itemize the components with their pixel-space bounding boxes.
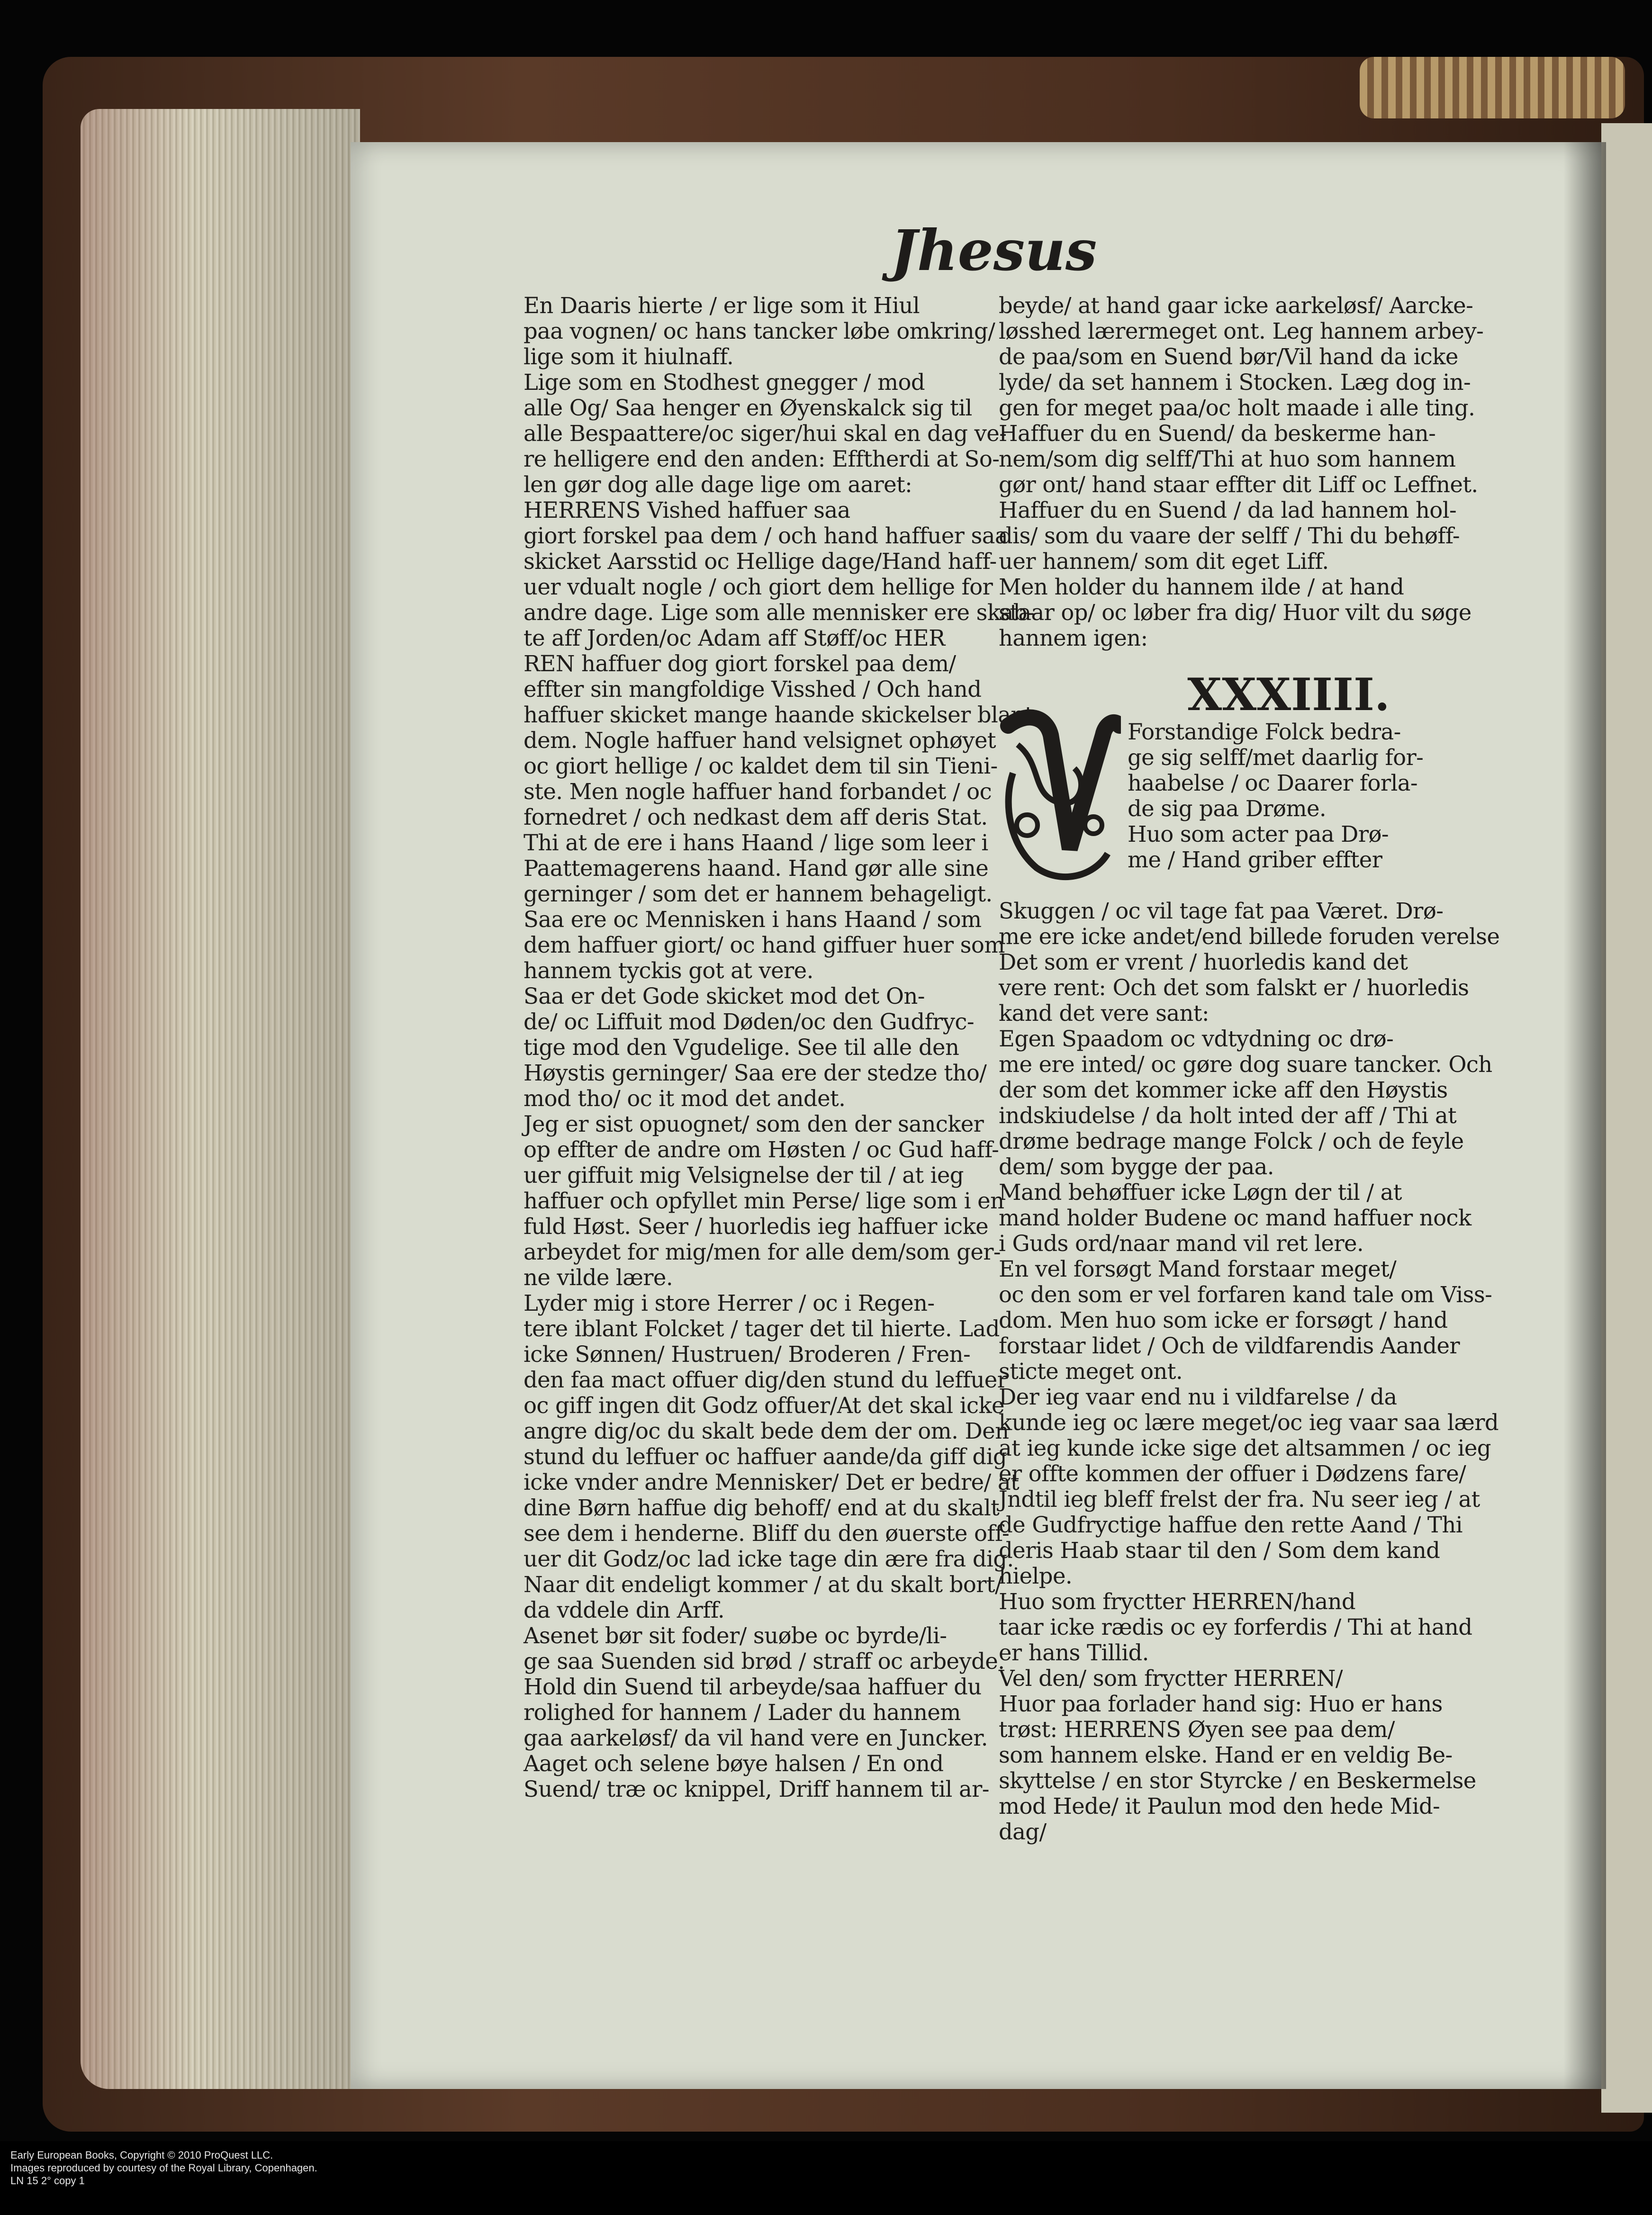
text-line: haffuer och opfyllet min Perse/ lige som i en: [524, 1188, 1004, 1214]
text-line: Haffuer du en Suend/ da beskerme han-: [999, 421, 1436, 446]
text-line: skicket Aarsstid oc Hellige dage/Hand haff-: [524, 549, 997, 574]
text-line: fornedret / och nedkast dem aff deris Stat.: [524, 804, 988, 830]
text-line: gør ont/ hand staar effter dit Liff oc Leffnet.: [999, 472, 1478, 497]
text-line: Huor paa forlader hand sig: Huo er hans: [999, 1691, 1443, 1717]
text-line: Skuggen / oc vil tage fat paa Været. Drø-: [999, 898, 1444, 924]
right-text-column-bottom: [999, 898, 1500, 1845]
decorated-initial-icon: [999, 707, 1121, 887]
text-line: dis/ som du vaare der selff / Thi du behøff-: [999, 523, 1460, 549]
text-line: mod Hede/ it Paulun mod den hede Mid-: [999, 1793, 1440, 1819]
text-line: indskiudelse / da holt inted der aff / Thi at: [999, 1103, 1457, 1128]
text-line: HERRENS Vished haffuer saa: [524, 497, 850, 523]
text-line: angre dig/oc du skalt bede dem der om. Den: [524, 1418, 1009, 1444]
text-line: kand det vere sant:: [999, 1000, 1209, 1026]
text-line: dem. Nogle haffuer hand velsignet ophøyet: [524, 728, 996, 753]
text-line: andre dage. Lige som alle mennisker ere skab-: [524, 600, 1034, 625]
text-line: beyde/ at hand gaar icke aarkeløsf/ Aarcke-: [999, 293, 1473, 318]
text-line: dine Børn haffue dig behoff/ end at du skalt: [524, 1495, 1000, 1521]
text-line: at ieg kunde icke sige det altsammen / oc ieg: [999, 1435, 1491, 1461]
text-line: sticte meget ont.: [999, 1359, 1183, 1384]
text-line: alle Bespaattere/oc siger/hui skal en dag ve-: [524, 421, 1007, 446]
page-fore-edge-shade: [81, 109, 360, 2089]
text-line: Saa ere oc Mennisken i hans Haand / som: [524, 907, 982, 932]
text-line: er hans Tillid.: [999, 1640, 1149, 1666]
text-line: Høystis gerninger/ Saa ere der stedze tho/: [524, 1060, 987, 1086]
text-line: de/ oc Liffuit mod Døden/oc den Gudfryc-: [524, 1009, 974, 1035]
text-line: deris Haab staar til den / Som dem kand: [999, 1538, 1440, 1563]
footer-courtesy-line: Images reproduced by courtesy of the Royal Library, Copenhagen.: [10, 2162, 317, 2174]
text-line: hannem igen:: [999, 625, 1148, 651]
text-line: er offte kommen der offuer i Dødzens fare/: [999, 1461, 1466, 1486]
text-line: dem/ som bygge der paa.: [999, 1154, 1274, 1180]
text-line: Saa er det Gode skicket mod det On-: [524, 983, 925, 1009]
text-line: dem haffuer giort/ oc hand giffuer huer som: [524, 932, 1005, 958]
text-line: oc giort hellige / oc kaldet dem til sin Tieni-: [524, 753, 998, 779]
text-line: me / Hand griber effter: [1128, 847, 1382, 873]
text-line: skyttelse / en stor Styrcke / en Beskermelse: [999, 1768, 1476, 1793]
text-line: Mand behøffuer icke Løgn der til / at: [999, 1180, 1402, 1205]
right-text-column-top: [999, 293, 1484, 651]
text-line: som hannem elske. Hand er en veldig Be-: [999, 1742, 1453, 1768]
text-line: uer dit Godz/oc lad icke tage din ære fra dig.: [524, 1546, 1014, 1572]
text-line: der som det kommer icke aff den Høystis: [999, 1077, 1448, 1103]
text-line: Hold din Suend til arbeyde/saa haffuer du: [524, 1674, 982, 1700]
text-line: lyde/ da set hannem i Stocken. Læg dog in-: [999, 369, 1471, 395]
book-headband: [1360, 57, 1625, 118]
text-line: da vddele din Arff.: [524, 1597, 725, 1623]
text-line: me ere icke andet/end billede foruden verelse: [999, 924, 1500, 949]
text-line: Jeg er sist opuognet/ som den der sancker: [524, 1111, 984, 1137]
footer-shelfmark-line: LN 15 2° copy 1: [10, 2175, 85, 2187]
text-line: Der ieg vaar end nu i vildfarelse / da: [999, 1384, 1397, 1410]
text-line: ge saa Suenden sid brød / straff oc arbeyde.: [524, 1648, 1005, 1674]
text-line: Men holder du hannem ilde / at hand: [999, 574, 1404, 600]
text-line: hannem tyckis got at vere.: [524, 958, 813, 983]
text-line: drøme bedrage mange Folck / och de feyle: [999, 1128, 1464, 1154]
text-line: oc giff ingen dit Godz offuer/At det skal icke: [524, 1393, 1004, 1418]
text-line: ne vilde lære.: [524, 1265, 673, 1290]
text-line: løsshed lærermeget ont. Leg hannem arbey-: [999, 318, 1484, 344]
text-line: gaa aarkeløsf/ da vil hand vere en Juncker.: [524, 1725, 988, 1751]
text-line: Lige som en Stodhest gnegger / mod: [524, 369, 925, 395]
text-line: stund du leffuer oc haffuer aande/da giff dig: [524, 1444, 1007, 1469]
text-line: fuld Høst. Seer / huorledis ieg haffuer icke: [524, 1214, 989, 1239]
text-line: tige mod den Vgudelige. See til alle den: [524, 1035, 959, 1060]
text-line: see dem i henderne. Bliff du den øuerste off-: [524, 1521, 1010, 1546]
text-line: Naar dit endeligt kommer / at du skalt bort/: [524, 1572, 1002, 1597]
text-line: len gør dog alle dage lige om aaret:: [524, 472, 912, 497]
text-line: trøst: HERRENS Øyen see paa dem/: [999, 1717, 1395, 1742]
text-line: Forstandige Folck bedra-: [1128, 719, 1401, 745]
text-line: effter sin mangfoldige Visshed / Och hand: [524, 676, 982, 702]
text-line: forstaar lidet / Och de vildfarendis Aander: [999, 1333, 1460, 1359]
text-line: gen for meget paa/oc holt maade i alle ting.: [999, 395, 1475, 421]
text-line: Egen Spaadom oc vdtydning oc drø-: [999, 1026, 1394, 1052]
text-line: lige som it hiulnaff.: [524, 344, 734, 369]
text-line: staar op/ oc løber fra dig/ Huor vilt du søge: [999, 600, 1471, 625]
text-line: op effter de andre om Høsten / oc Gud haff-: [524, 1137, 999, 1162]
text-line: nem/som dig selff/Thi at huo som hannem: [999, 446, 1456, 472]
text-line: i Guds ord/naar mand vil ret lere.: [999, 1231, 1364, 1256]
text-line: dom. Men huo som icke er forsøgt / hand: [999, 1307, 1448, 1333]
text-line: kunde ieg oc lære meget/oc ieg vaar saa lærd: [999, 1410, 1499, 1435]
right-text-beside-initial: [1128, 719, 1435, 873]
text-line: de paa/som en Suend bør/Vil hand da icke: [999, 344, 1458, 369]
text-line: Vel den/ som fryctter HERREN/: [999, 1666, 1343, 1691]
text-line: icke Sønnen/ Hustruen/ Broderen / Fren-: [524, 1342, 971, 1367]
text-line: de sig paa Drøme.: [1128, 796, 1327, 821]
text-line: giort forskel paa dem / och hand haffuer saa: [524, 523, 1008, 549]
text-line: arbeydet for mig/men for alle dem/som ger-: [524, 1239, 1001, 1265]
text-line: hielpe.: [999, 1563, 1073, 1589]
text-line: Asenet bør sit foder/ suøbe oc byrde/li-: [524, 1623, 947, 1648]
text-line: gerninger / som det er hannem behageligt.: [524, 881, 993, 907]
text-line: icke vnder andre Mennisker/ Det er bedre/ at: [524, 1469, 1020, 1495]
text-line: rolighed for hannem / Lader du hannem: [524, 1700, 961, 1725]
text-line: Lyder mig i store Herrer / oc i Regen-: [524, 1290, 935, 1316]
text-line: Huo som acter paa Drø-: [1128, 821, 1389, 847]
text-line: den faa mact offuer dig/den stund du leffuer: [524, 1367, 1008, 1393]
text-line: te aff Jorden/oc Adam aff Støff/oc HER: [524, 625, 945, 651]
text-line: Thi at de ere i hans Haand / lige som leer i: [524, 830, 988, 855]
text-line: ste. Men nogle haffuer hand forbandet / oc: [524, 779, 992, 804]
text-line: re helligere end den anden: Efftherdi at So-: [524, 446, 1000, 472]
text-line: Suend/ træ oc knippel, Driff hannem til ar-: [524, 1776, 989, 1802]
text-line: tere iblant Folcket / tager det til hierte. Lad: [524, 1316, 1000, 1342]
text-line: mand holder Budene oc mand haffuer nock: [999, 1205, 1471, 1231]
left-text-column: [524, 293, 1034, 1802]
text-line: uer vdualt nogle / och giort dem hellige for: [524, 574, 993, 600]
facing-page-edge: [1601, 123, 1652, 2113]
text-line: uer hannem/ som dit eget Liff.: [999, 549, 1329, 574]
text-line: haabelse / oc Daarer forla-: [1128, 770, 1418, 796]
text-line: Jndtil ieg bleff frelst der fra. Nu seer ieg / at: [999, 1486, 1480, 1512]
text-line: oc den som er vel forfaren kand tale om Viss-: [999, 1282, 1492, 1307]
text-line: haffuer skicket mange haande skickelser blant: [524, 702, 1033, 728]
footer-copyright-line: Early European Books, Copyright © 2010 ProQuest LLC.: [10, 2149, 273, 2161]
text-line: Aaget och selene bøye halsen / En ond: [524, 1751, 944, 1776]
text-line: Det som er vrent / huorledis kand det: [999, 949, 1408, 975]
text-line: me ere inted/ oc gøre dog suare tancker. Och: [999, 1052, 1492, 1077]
text-line: dag/: [999, 1819, 1047, 1845]
text-line: Huo som fryctter HERREN/hand: [999, 1589, 1356, 1614]
text-line: de Gudfryctige haffue den rette Aand / Thi: [999, 1512, 1462, 1538]
text-line: Haffuer du en Suend / da lad hannem hol-: [999, 497, 1457, 523]
text-line: paa vognen/ oc hans tancker løbe omkring/: [524, 318, 995, 344]
text-line: vere rent: Och det som falskt er / huorledis: [999, 975, 1469, 1000]
text-line: mod tho/ oc it mod det andet.: [524, 1086, 846, 1111]
text-line: En vel forsøgt Mand forstaar meget/: [999, 1256, 1397, 1282]
chapter-heading: XXXIIII.: [1187, 669, 1390, 721]
page-gutter-shadow: [1563, 142, 1606, 2089]
text-line: Paattemagerens haand. Hand gør alle sine: [524, 855, 989, 881]
copyright-footer: [0, 2141, 1652, 2215]
running-head: Jhesus: [891, 217, 1097, 283]
text-line: En Daaris hierte / er lige som it Hiul: [524, 293, 920, 318]
text-line: REN haffuer dog giort forskel paa dem/: [524, 651, 956, 676]
text-line: taar icke rædis oc ey forferdis / Thi at hand: [999, 1614, 1472, 1640]
text-line: uer giffuit mig Velsignelse der til / at ieg: [524, 1162, 964, 1188]
text-line: ge sig selff/met daarlig for-: [1128, 745, 1424, 770]
text-line: alle Og/ Saa henger en Øyenskalck sig til: [524, 395, 972, 421]
